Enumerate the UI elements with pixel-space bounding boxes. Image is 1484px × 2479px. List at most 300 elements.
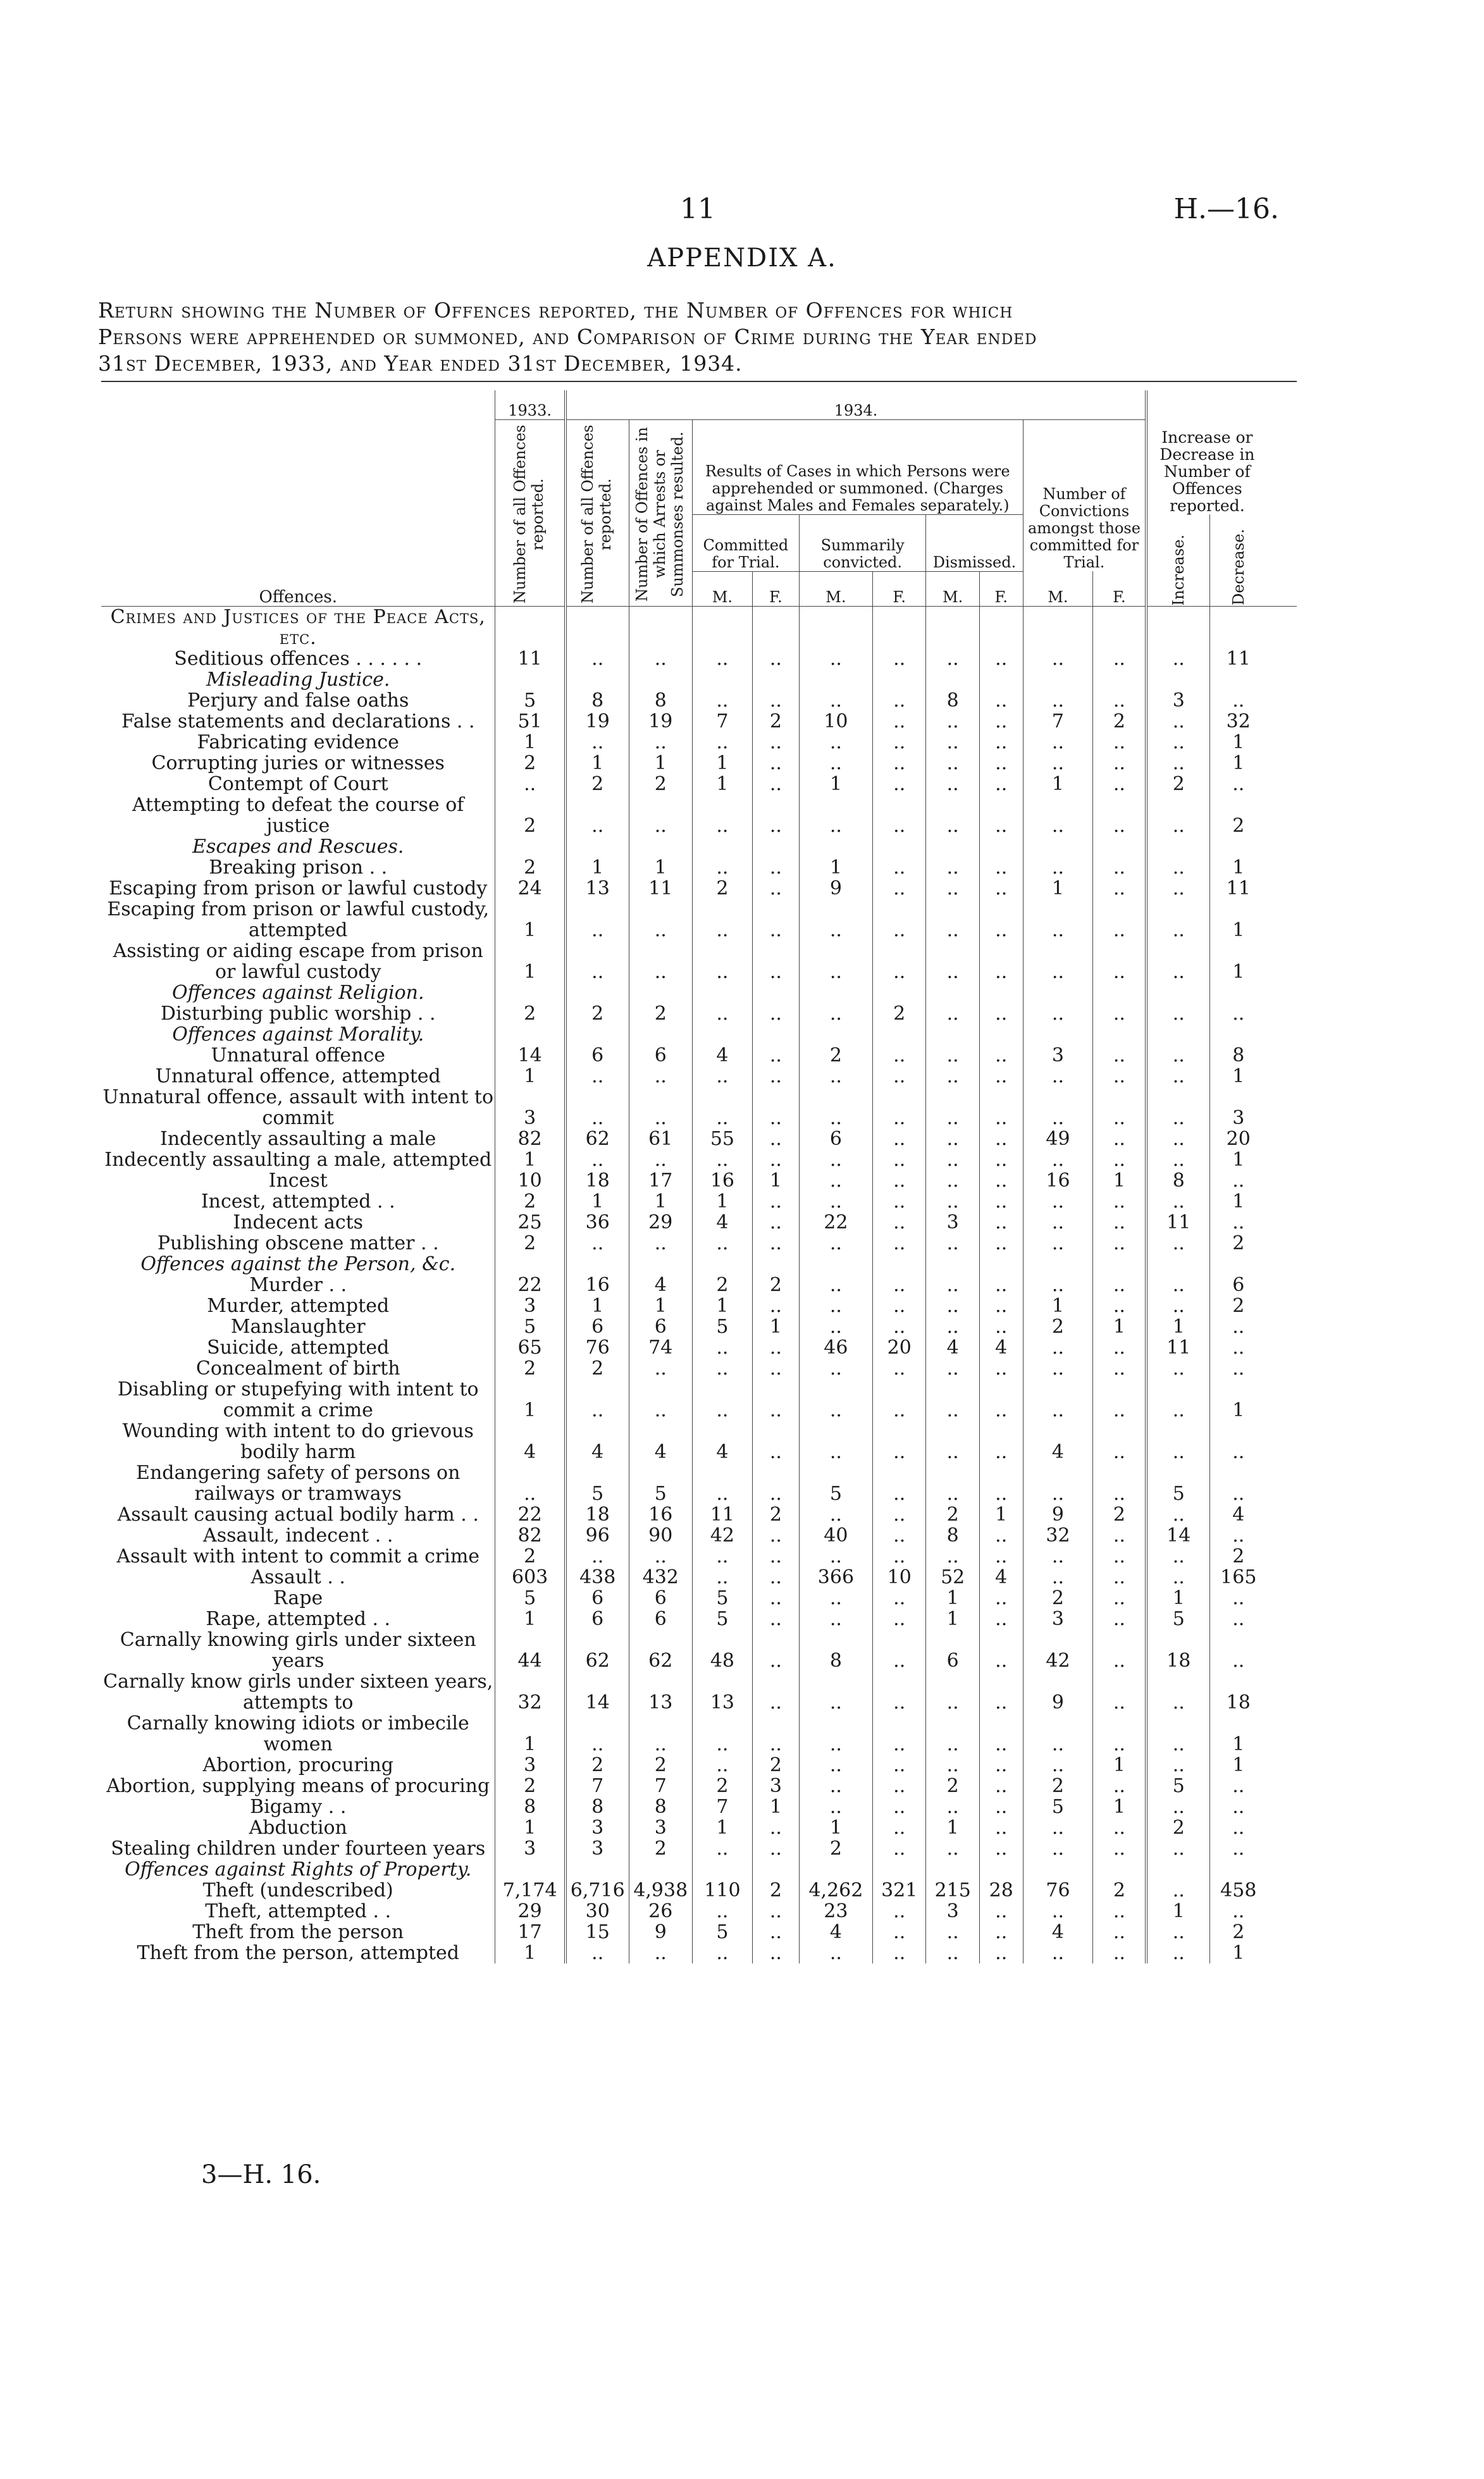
table-row: [101, 1796, 1297, 1817]
offence-name: Abortion, supplying means of procuring: [106, 1774, 490, 1797]
value-cell: ..: [979, 1838, 1023, 1859]
value-cell: ..: [1093, 1421, 1146, 1462]
value-cell: ..: [1146, 1191, 1209, 1212]
value-cell: ..: [799, 1796, 872, 1817]
value-cell: ..: [692, 1713, 752, 1755]
value-cell: ..: [799, 1504, 872, 1525]
value-cell: ..: [1146, 1379, 1209, 1421]
table-row: [101, 1233, 1297, 1254]
value-cell: ..: [566, 648, 629, 669]
value-cell: ..: [926, 941, 979, 982]
table-row: [101, 1128, 1297, 1149]
value-cell: 1: [629, 1191, 692, 1212]
value-cell: 14: [495, 1045, 566, 1066]
value-cell: ..: [799, 1776, 872, 1796]
value-cell: ..: [1023, 1567, 1093, 1588]
value-cell: ..: [692, 1462, 752, 1504]
value-cell: ..: [1093, 1295, 1146, 1316]
offence-name: Theft from the person: [192, 1920, 404, 1943]
value-cell: 3: [566, 1838, 629, 1859]
value-cell: ..: [1146, 1358, 1209, 1379]
value-cell: 1: [1093, 1755, 1146, 1776]
section-row: [101, 1254, 1297, 1275]
value-cell: 2: [629, 1003, 692, 1024]
value-cell: ..: [872, 1546, 925, 1567]
value-cell: ..: [692, 1003, 752, 1024]
value-cell: ..: [692, 1901, 752, 1922]
header-committed: Committed for Trial.: [692, 514, 799, 571]
value-cell: ..: [752, 1922, 799, 1943]
value-cell: ..: [752, 1901, 799, 1922]
value-cell: ..: [799, 941, 872, 982]
table-row: [101, 1316, 1297, 1337]
value-cell: 1: [1023, 774, 1093, 794]
value-cell: 90: [629, 1525, 692, 1546]
value-cell: ..: [979, 1149, 1023, 1170]
value-cell: ..: [692, 1337, 752, 1358]
table-row: [101, 857, 1297, 878]
value-cell: ..: [979, 1943, 1023, 1963]
value-cell: ..: [979, 1817, 1023, 1838]
value-cell: 24: [495, 878, 566, 899]
value-cell: 2: [495, 753, 566, 774]
value-cell: ..: [1023, 1003, 1093, 1024]
page-number: 11: [680, 193, 715, 225]
value-cell: ..: [752, 1212, 799, 1233]
value-cell: 62: [629, 1629, 692, 1671]
value-cell: 110: [692, 1880, 752, 1901]
title-line: Persons were apprehended or summoned, and Comparison of Crime during the Year ended: [98, 325, 1037, 349]
value-cell: ..: [1146, 1045, 1209, 1066]
table-row: [101, 1546, 1297, 1567]
value-cell: ..: [1093, 1776, 1146, 1796]
value-cell: ..: [979, 1629, 1023, 1671]
value-cell: ..: [752, 899, 799, 941]
value-cell: ..: [872, 1379, 925, 1421]
value-cell: 16: [692, 1170, 752, 1191]
value-cell: 1: [1093, 1316, 1146, 1337]
value-cell: ..: [1210, 1337, 1267, 1358]
offence-name: Stealing children under fourteen years: [111, 1837, 486, 1860]
value-cell: ..: [1146, 1066, 1209, 1087]
value-cell: 4: [1023, 1421, 1093, 1462]
value-cell: 2: [495, 1233, 566, 1254]
offence-name: Rape: [273, 1586, 323, 1609]
value-cell: ..: [1093, 1922, 1146, 1943]
value-cell: 2: [692, 878, 752, 899]
value-cell: ..: [872, 1629, 925, 1671]
value-cell: 6: [629, 1045, 692, 1066]
value-cell: ..: [495, 1462, 566, 1504]
value-cell: ..: [1210, 1609, 1267, 1629]
value-cell: 11: [1210, 878, 1267, 899]
value-cell: ..: [1093, 1525, 1146, 1546]
value-cell: ..: [979, 1546, 1023, 1567]
value-cell: ..: [1093, 732, 1146, 753]
header-1934-count: Number of all Offences reported.: [566, 419, 629, 606]
value-cell: ..: [926, 857, 979, 878]
header-convictions: Number of Convictions amongst those committed for Trial.: [1023, 419, 1146, 571]
table-row: [101, 1567, 1297, 1588]
value-cell: 8: [566, 690, 629, 711]
value-cell: 2: [1210, 1922, 1267, 1943]
offence-name: Indecently assaulting a male, attempted: [104, 1148, 492, 1171]
value-cell: ..: [1146, 1087, 1209, 1128]
value-cell: ..: [1210, 774, 1267, 794]
value-cell: ..: [1023, 1379, 1093, 1421]
value-cell: 9: [629, 1922, 692, 1943]
value-cell: ..: [1023, 732, 1093, 753]
value-cell: 4: [692, 1045, 752, 1066]
value-cell: ..: [566, 1943, 629, 1963]
value-cell: 7: [1023, 711, 1093, 732]
value-cell: ..: [752, 1191, 799, 1212]
value-cell: 14: [1146, 1525, 1209, 1546]
table-row: [101, 1191, 1297, 1212]
value-cell: ..: [979, 1191, 1023, 1212]
value-cell: 5: [692, 1316, 752, 1337]
value-cell: ..: [566, 899, 629, 941]
value-cell: ..: [692, 1567, 752, 1588]
value-cell: 366: [799, 1567, 872, 1588]
value-cell: ..: [752, 878, 799, 899]
value-cell: ..: [979, 1233, 1023, 1254]
value-cell: ..: [752, 774, 799, 794]
value-cell: ..: [629, 794, 692, 836]
value-cell: ..: [799, 1943, 872, 1963]
table-row: [101, 1087, 1297, 1128]
value-cell: ..: [979, 899, 1023, 941]
table-row: [101, 1817, 1297, 1838]
value-cell: ..: [629, 1066, 692, 1087]
value-cell: 30: [566, 1901, 629, 1922]
value-cell: ..: [1146, 648, 1209, 669]
value-cell: 2: [752, 711, 799, 732]
value-cell: ..: [799, 1588, 872, 1609]
value-cell: ..: [926, 1379, 979, 1421]
value-cell: 2: [495, 1191, 566, 1212]
value-cell: 4,938: [629, 1880, 692, 1901]
value-cell: 2: [752, 1504, 799, 1525]
value-cell: ..: [1210, 1421, 1267, 1462]
value-cell: 1: [752, 1316, 799, 1337]
value-cell: ..: [872, 878, 925, 899]
value-cell: 4: [495, 1421, 566, 1462]
value-cell: 2: [495, 1546, 566, 1567]
value-cell: 7: [692, 711, 752, 732]
value-cell: ..: [926, 1713, 979, 1755]
value-cell: 11: [495, 648, 566, 669]
value-cell: 52: [926, 1567, 979, 1588]
value-cell: ..: [926, 899, 979, 941]
value-cell: 1: [1210, 1943, 1267, 1963]
value-cell: ..: [629, 1233, 692, 1254]
offence-name: Assault . .: [250, 1566, 345, 1588]
value-cell: 62: [566, 1629, 629, 1671]
value-cell: ..: [1146, 857, 1209, 878]
offence-name: Wounding with intent to do grievous bodily harm: [122, 1419, 474, 1463]
value-cell: 13: [629, 1671, 692, 1713]
value-cell: 1: [926, 1609, 979, 1629]
value-cell: ..: [1146, 1128, 1209, 1149]
value-cell: 3: [1210, 1087, 1267, 1128]
value-cell: 165: [1210, 1567, 1267, 1588]
value-cell: ..: [1093, 878, 1146, 899]
value-cell: ..: [692, 732, 752, 753]
value-cell: 1: [1210, 1379, 1267, 1421]
header-m: M.: [926, 571, 979, 606]
table-row: [101, 1358, 1297, 1379]
value-cell: ..: [1093, 1066, 1146, 1087]
value-cell: ..: [752, 690, 799, 711]
value-cell: ..: [979, 1212, 1023, 1233]
value-cell: ..: [799, 753, 872, 774]
value-cell: 26: [629, 1901, 692, 1922]
value-cell: ..: [1093, 774, 1146, 794]
value-cell: 40: [799, 1525, 872, 1546]
value-cell: ..: [1093, 1546, 1146, 1567]
value-cell: 2: [1023, 1776, 1093, 1796]
value-cell: 8: [926, 690, 979, 711]
value-cell: ..: [926, 1796, 979, 1817]
value-cell: ..: [566, 1379, 629, 1421]
header-increase: Increase.: [1146, 514, 1209, 606]
value-cell: ..: [872, 1525, 925, 1546]
value-cell: ..: [1023, 648, 1093, 669]
value-cell: ..: [752, 1671, 799, 1713]
value-cell: 5: [692, 1609, 752, 1629]
offence-name: Fabricating evidence: [197, 731, 399, 753]
value-cell: 29: [629, 1212, 692, 1233]
value-cell: ..: [799, 1149, 872, 1170]
table-row: [101, 1629, 1297, 1671]
value-cell: ..: [1093, 1358, 1146, 1379]
value-cell: ..: [629, 941, 692, 982]
value-cell: 1: [752, 1796, 799, 1817]
value-cell: 1: [495, 1149, 566, 1170]
value-cell: ..: [1093, 1838, 1146, 1859]
offence-name: Publishing obscene matter . .: [157, 1232, 439, 1254]
value-cell: 5: [692, 1588, 752, 1609]
value-cell: 19: [566, 711, 629, 732]
table-header: [101, 390, 1297, 606]
value-cell: ..: [752, 1003, 799, 1024]
value-cell: 22: [495, 1504, 566, 1525]
value-cell: ..: [872, 1838, 925, 1859]
table-row: [101, 1943, 1297, 1963]
offence-name: Indecent acts: [233, 1211, 364, 1233]
section-row: [101, 1024, 1297, 1045]
value-cell: ..: [752, 1713, 799, 1755]
value-cell: ..: [926, 1943, 979, 1963]
value-cell: ..: [1023, 1546, 1093, 1567]
value-cell: 20: [1210, 1128, 1267, 1149]
value-cell: ..: [1146, 1755, 1209, 1776]
value-cell: ..: [926, 1922, 979, 1943]
header-results: Results of Cases in which Persons were apprehended or summoned. (Charges against Males and Females separately.): [692, 419, 1023, 514]
value-cell: 1: [1146, 1901, 1209, 1922]
value-cell: ..: [926, 1003, 979, 1024]
value-cell: 15: [566, 1922, 629, 1943]
value-cell: ..: [1210, 1901, 1267, 1922]
header-offences: Offences.: [101, 390, 495, 606]
value-cell: 2: [752, 1275, 799, 1295]
value-cell: 4: [692, 1212, 752, 1233]
value-cell: 1: [629, 1295, 692, 1316]
value-cell: ..: [872, 1776, 925, 1796]
value-cell: ..: [752, 1588, 799, 1609]
value-cell: ..: [926, 1045, 979, 1066]
offence-name: Theft from the person, attempted: [137, 1941, 459, 1964]
header-dismissed: Dismissed.: [926, 514, 1023, 571]
value-cell: 16: [566, 1275, 629, 1295]
offence-name: Escaping from prison or lawful custody: [109, 877, 488, 899]
value-cell: 82: [495, 1525, 566, 1546]
value-cell: 2: [926, 1776, 979, 1796]
value-cell: ..: [1093, 1275, 1146, 1295]
value-cell: ..: [799, 1087, 872, 1128]
value-cell: 6: [566, 1609, 629, 1629]
value-cell: ..: [979, 1776, 1023, 1796]
table-row: [101, 1525, 1297, 1546]
table-row: [101, 1671, 1297, 1713]
value-cell: 25: [495, 1212, 566, 1233]
value-cell: 1: [1210, 941, 1267, 982]
value-cell: ..: [752, 1817, 799, 1838]
table-row: [101, 1462, 1297, 1504]
value-cell: ..: [752, 1149, 799, 1170]
value-cell: ..: [872, 1901, 925, 1922]
value-cell: ..: [1210, 1462, 1267, 1504]
value-cell: ..: [566, 732, 629, 753]
section-row: [101, 1859, 1297, 1880]
value-cell: 48: [692, 1629, 752, 1671]
value-cell: 2: [1210, 1546, 1267, 1567]
value-cell: ..: [1093, 1588, 1146, 1609]
value-cell: 3: [1023, 1609, 1093, 1629]
value-cell: ..: [1093, 1087, 1146, 1128]
value-cell: ..: [979, 1609, 1023, 1629]
value-cell: ..: [566, 1546, 629, 1567]
value-cell: 1: [495, 1817, 566, 1838]
table-row: [101, 899, 1297, 941]
table-row: [101, 1149, 1297, 1170]
value-cell: ..: [979, 774, 1023, 794]
value-cell: ..: [566, 1149, 629, 1170]
value-cell: 8: [629, 690, 692, 711]
value-cell: ..: [979, 1671, 1023, 1713]
value-cell: 2: [752, 1880, 799, 1901]
offence-name: Abduction: [249, 1816, 347, 1839]
value-cell: ..: [979, 1128, 1023, 1149]
value-cell: ..: [979, 1421, 1023, 1462]
value-cell: 603: [495, 1567, 566, 1588]
value-cell: 5: [1146, 1462, 1209, 1504]
value-cell: 3: [629, 1817, 692, 1838]
value-cell: ..: [799, 1003, 872, 1024]
offence-name: Incest, attempted . .: [201, 1190, 395, 1213]
value-cell: 6: [1210, 1275, 1267, 1295]
offence-name: Theft, attempted . .: [205, 1900, 392, 1922]
offence-name: Breaking prison . .: [209, 856, 388, 879]
value-cell: ..: [1093, 1901, 1146, 1922]
value-cell: 3: [495, 1755, 566, 1776]
value-cell: 1: [926, 1588, 979, 1609]
value-cell: ..: [872, 1275, 925, 1295]
offence-name: Assault, indecent . .: [203, 1524, 393, 1547]
value-cell: ..: [1093, 941, 1146, 982]
value-cell: 2: [1023, 1588, 1093, 1609]
table-row: [101, 1504, 1297, 1525]
value-cell: ..: [926, 1316, 979, 1337]
value-cell: 18: [566, 1504, 629, 1525]
value-cell: ..: [1210, 1525, 1267, 1546]
value-cell: ..: [799, 1379, 872, 1421]
value-cell: ..: [1093, 1191, 1146, 1212]
offence-name: Disabling or stupefying with intent to commit a crime: [117, 1378, 479, 1421]
value-cell: 6: [566, 1316, 629, 1337]
value-cell: ..: [1023, 1838, 1093, 1859]
value-cell: ..: [1146, 1421, 1209, 1462]
value-cell: 4: [799, 1922, 872, 1943]
value-cell: ..: [1093, 857, 1146, 878]
value-cell: ..: [1146, 1567, 1209, 1588]
value-cell: ..: [1210, 1838, 1267, 1859]
value-cell: 2: [495, 857, 566, 878]
value-cell: ..: [799, 1546, 872, 1567]
value-cell: ..: [1023, 1275, 1093, 1295]
value-cell: 1: [495, 1609, 566, 1629]
value-cell: ..: [692, 1149, 752, 1170]
value-cell: ..: [979, 1755, 1023, 1776]
section-heading: Crimes and Justices of the Peace Acts, etc.: [110, 605, 486, 649]
value-cell: ..: [629, 648, 692, 669]
value-cell: 2: [566, 1755, 629, 1776]
value-cell: ..: [1023, 1943, 1093, 1963]
header-f: F.: [752, 571, 799, 606]
value-cell: 17: [495, 1922, 566, 1943]
title-line: Return showing the Number of Offences reported, the Number of Offences for which: [98, 298, 1013, 323]
header-f: F.: [872, 571, 925, 606]
value-cell: ..: [1023, 1358, 1093, 1379]
value-cell: 13: [566, 878, 629, 899]
value-cell: 2: [752, 1755, 799, 1776]
value-cell: ..: [629, 1087, 692, 1128]
value-cell: ..: [692, 1943, 752, 1963]
value-cell: 2: [1146, 1817, 1209, 1838]
value-cell: ..: [1210, 1358, 1267, 1379]
value-cell: ..: [799, 1421, 872, 1462]
value-cell: ..: [1023, 1755, 1093, 1776]
value-cell: ..: [979, 1170, 1023, 1191]
value-cell: 11: [1210, 648, 1267, 669]
value-cell: ..: [872, 1713, 925, 1755]
value-cell: ..: [799, 690, 872, 711]
value-cell: 6: [629, 1609, 692, 1629]
value-cell: ..: [1023, 690, 1093, 711]
value-cell: ..: [1093, 1609, 1146, 1629]
offence-name: Assault causing actual bodily harm . .: [117, 1503, 479, 1526]
value-cell: ..: [979, 1066, 1023, 1087]
value-cell: 2: [495, 794, 566, 836]
offence-name: False statements and declarations . .: [121, 710, 475, 733]
value-cell: 1: [1210, 1149, 1267, 1170]
value-cell: 1: [692, 1191, 752, 1212]
value-cell: ..: [872, 1128, 925, 1149]
table-row: [101, 1922, 1297, 1943]
value-cell: ..: [979, 857, 1023, 878]
value-cell: ..: [799, 732, 872, 753]
